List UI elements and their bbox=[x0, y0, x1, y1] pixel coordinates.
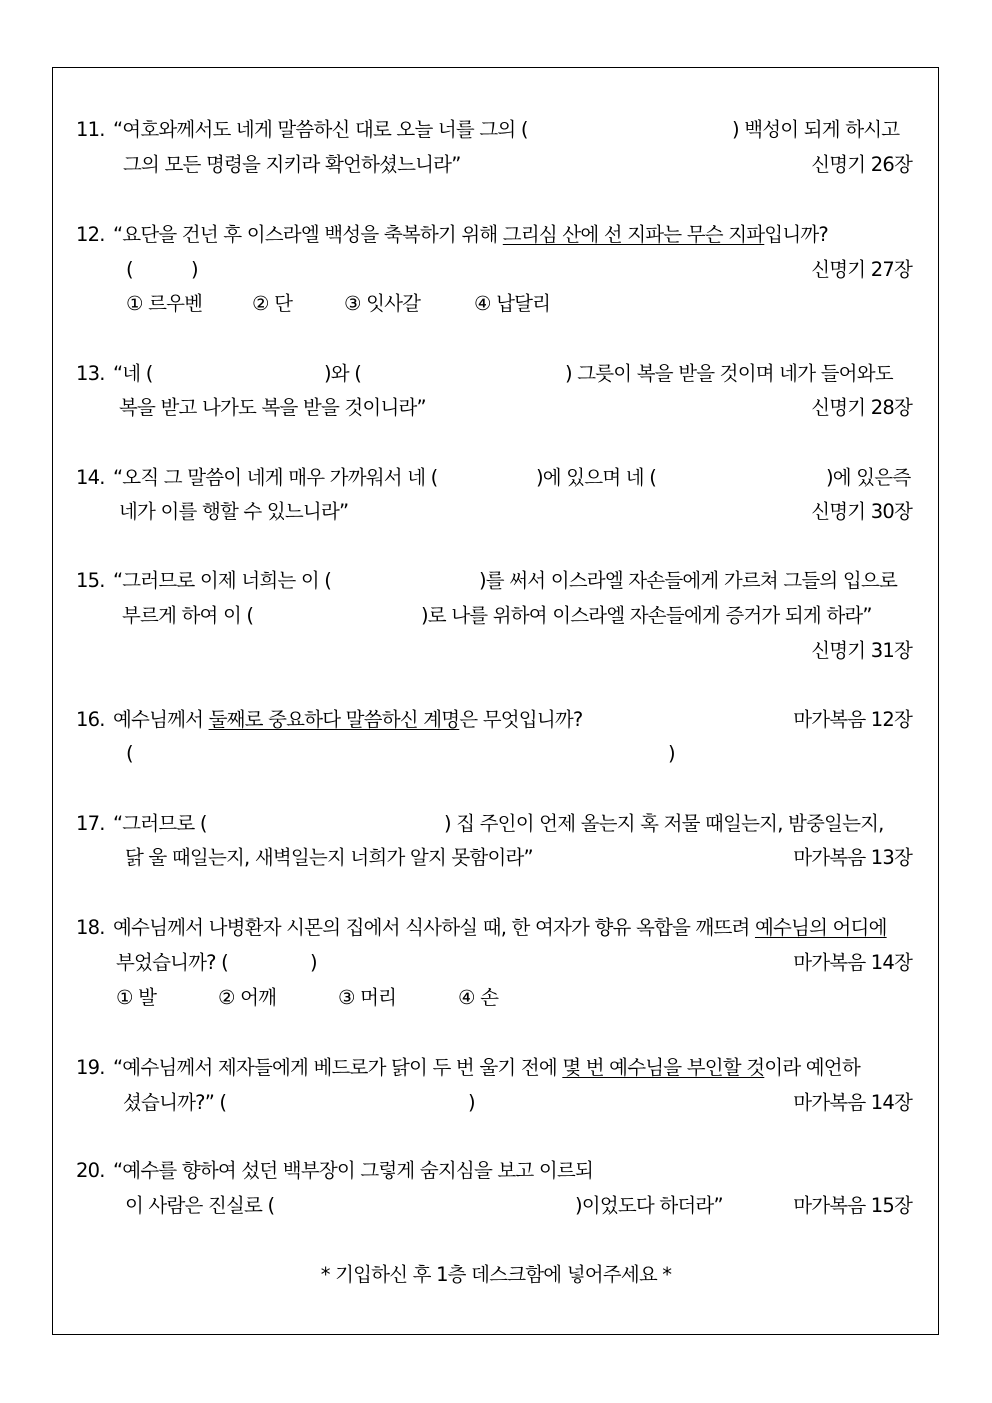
underlined-phrase: 예수님의 어디에 bbox=[754, 916, 887, 939]
option: ② 단 bbox=[252, 292, 293, 315]
question-text: ) 백성이 되게 하시고 bbox=[732, 118, 900, 141]
question-text: )를 써서 이스라엘 자손들에게 가르쳐 그들의 입으로 bbox=[479, 569, 897, 592]
answer-blank-close: ) bbox=[310, 951, 317, 974]
question-number: 18. bbox=[76, 916, 105, 939]
question-text: 그의 모든 명령을 지키라 확언하셨느니라” bbox=[123, 153, 461, 176]
bible-reference: 신명기 26장 bbox=[811, 153, 912, 176]
option: ④ 납달리 bbox=[474, 292, 551, 315]
question-number: 14. bbox=[76, 466, 105, 489]
question-text: ) 집 주인이 언제 올는지 혹 저물 때일는지, 밤중일는지, bbox=[444, 812, 884, 835]
option: ③ 머리 bbox=[338, 986, 397, 1009]
question-text: “예수를 향하여 섰던 백부장이 그렇게 숨지심을 보고 이르되 bbox=[113, 1159, 593, 1182]
question-text: 셨습니까?” ( bbox=[123, 1091, 227, 1114]
underlined-phrase: 몇 번 예수님을 부인할 것 bbox=[562, 1056, 765, 1079]
bible-reference: 마가복음 14장 bbox=[793, 951, 912, 974]
underlined-phrase: 그리심 산에 선 지파는 무슨 지파 bbox=[502, 223, 765, 246]
question-number: 13. bbox=[76, 362, 105, 385]
answer-blank-close: ) bbox=[191, 258, 198, 281]
answer-blank-open: ( bbox=[126, 258, 133, 281]
question-number: 20. bbox=[76, 1159, 105, 1182]
bible-reference: 마가복음 13장 bbox=[793, 846, 912, 869]
bible-reference: 신명기 31장 bbox=[811, 639, 912, 662]
question-text: 부르게 하여 이 ( bbox=[122, 604, 254, 627]
question-text: ) 그릇이 복을 받을 것이며 네가 들어와도 bbox=[565, 362, 893, 385]
bible-reference: 마가복음 14장 bbox=[793, 1091, 912, 1114]
question-text: 예수님께서 나병환자 시몬의 집에서 식사하실 때, 한 여자가 향유 옥합을 깨뜨려 예수님의 어디에 bbox=[113, 916, 887, 939]
question-text: “그러므로 ( bbox=[113, 812, 207, 835]
question-number: 12. bbox=[76, 223, 105, 246]
question-text: 예수님께서 둘째로 중요하다 말씀하신 계명은 무엇입니까? bbox=[113, 708, 583, 731]
question-text: )에 있으며 네 ( bbox=[536, 466, 656, 489]
question-number: 11. bbox=[76, 118, 105, 141]
question-text: )에 있은즉 bbox=[826, 466, 911, 489]
question-number: 16. bbox=[76, 708, 105, 731]
question-text: 닭 울 때일는지, 새벽일는지 너희가 알지 못함이라” bbox=[125, 846, 533, 869]
question-text: “네 ( bbox=[113, 362, 153, 385]
option: ① 르우벤 bbox=[126, 292, 203, 315]
bible-reference: 신명기 28장 bbox=[811, 396, 912, 419]
footer-instruction: * 기입하신 후 1층 데스크함에 넣어주세요 * bbox=[320, 1263, 672, 1286]
option: ① 발 bbox=[116, 986, 157, 1009]
question-text: 복을 받고 나가도 복을 받을 것이니라” bbox=[119, 396, 426, 419]
question-text: )로 나를 위하여 이스라엘 자손들에게 증거가 되게 하라” bbox=[421, 604, 872, 627]
bible-reference: 신명기 30장 bbox=[811, 500, 912, 523]
underlined-phrase: 둘째로 중요하다 말씀하신 계명 bbox=[208, 708, 460, 731]
option: ③ 잇사갈 bbox=[344, 292, 421, 315]
answer-blank-close: ) bbox=[668, 742, 675, 765]
question-text: 부었습니까? ( bbox=[116, 951, 228, 974]
question-number: 15. bbox=[76, 569, 105, 592]
question-text: “그러므로 이제 너희는 이 ( bbox=[113, 569, 332, 592]
question-text: “여호와께서도 네게 말씀하신 대로 오늘 너를 그의 ( bbox=[113, 118, 528, 141]
page-border bbox=[52, 67, 939, 1335]
answer-blank-close: ) bbox=[468, 1091, 475, 1114]
question-text: )이었도다 하더라” bbox=[575, 1194, 723, 1217]
question-number: 19. bbox=[76, 1056, 105, 1079]
answer-blank-open: ( bbox=[126, 742, 133, 765]
question-text: “오직 그 말씀이 네게 매우 가까워서 네 ( bbox=[113, 466, 438, 489]
question-text: 네가 이를 행할 수 있느니라” bbox=[119, 500, 349, 523]
bible-reference: 마가복음 12장 bbox=[793, 708, 912, 731]
question-text: 이 사람은 진실로 ( bbox=[125, 1194, 275, 1217]
bible-reference: 마가복음 15장 bbox=[793, 1194, 912, 1217]
option: ④ 손 bbox=[458, 986, 499, 1009]
option: ② 어깨 bbox=[218, 986, 277, 1009]
question-number: 17. bbox=[76, 812, 105, 835]
question-text: “예수님께서 제자들에게 베드로가 닭이 두 번 울기 전에 몇 번 예수님을 부인할 것이라 예언하 bbox=[113, 1056, 860, 1079]
bible-reference: 신명기 27장 bbox=[811, 258, 912, 281]
question-text: “요단을 건넌 후 이스라엘 백성을 축복하기 위해 그리심 산에 선 지파는 무슨 지파입니까? bbox=[113, 223, 828, 246]
question-text: )와 ( bbox=[324, 362, 362, 385]
